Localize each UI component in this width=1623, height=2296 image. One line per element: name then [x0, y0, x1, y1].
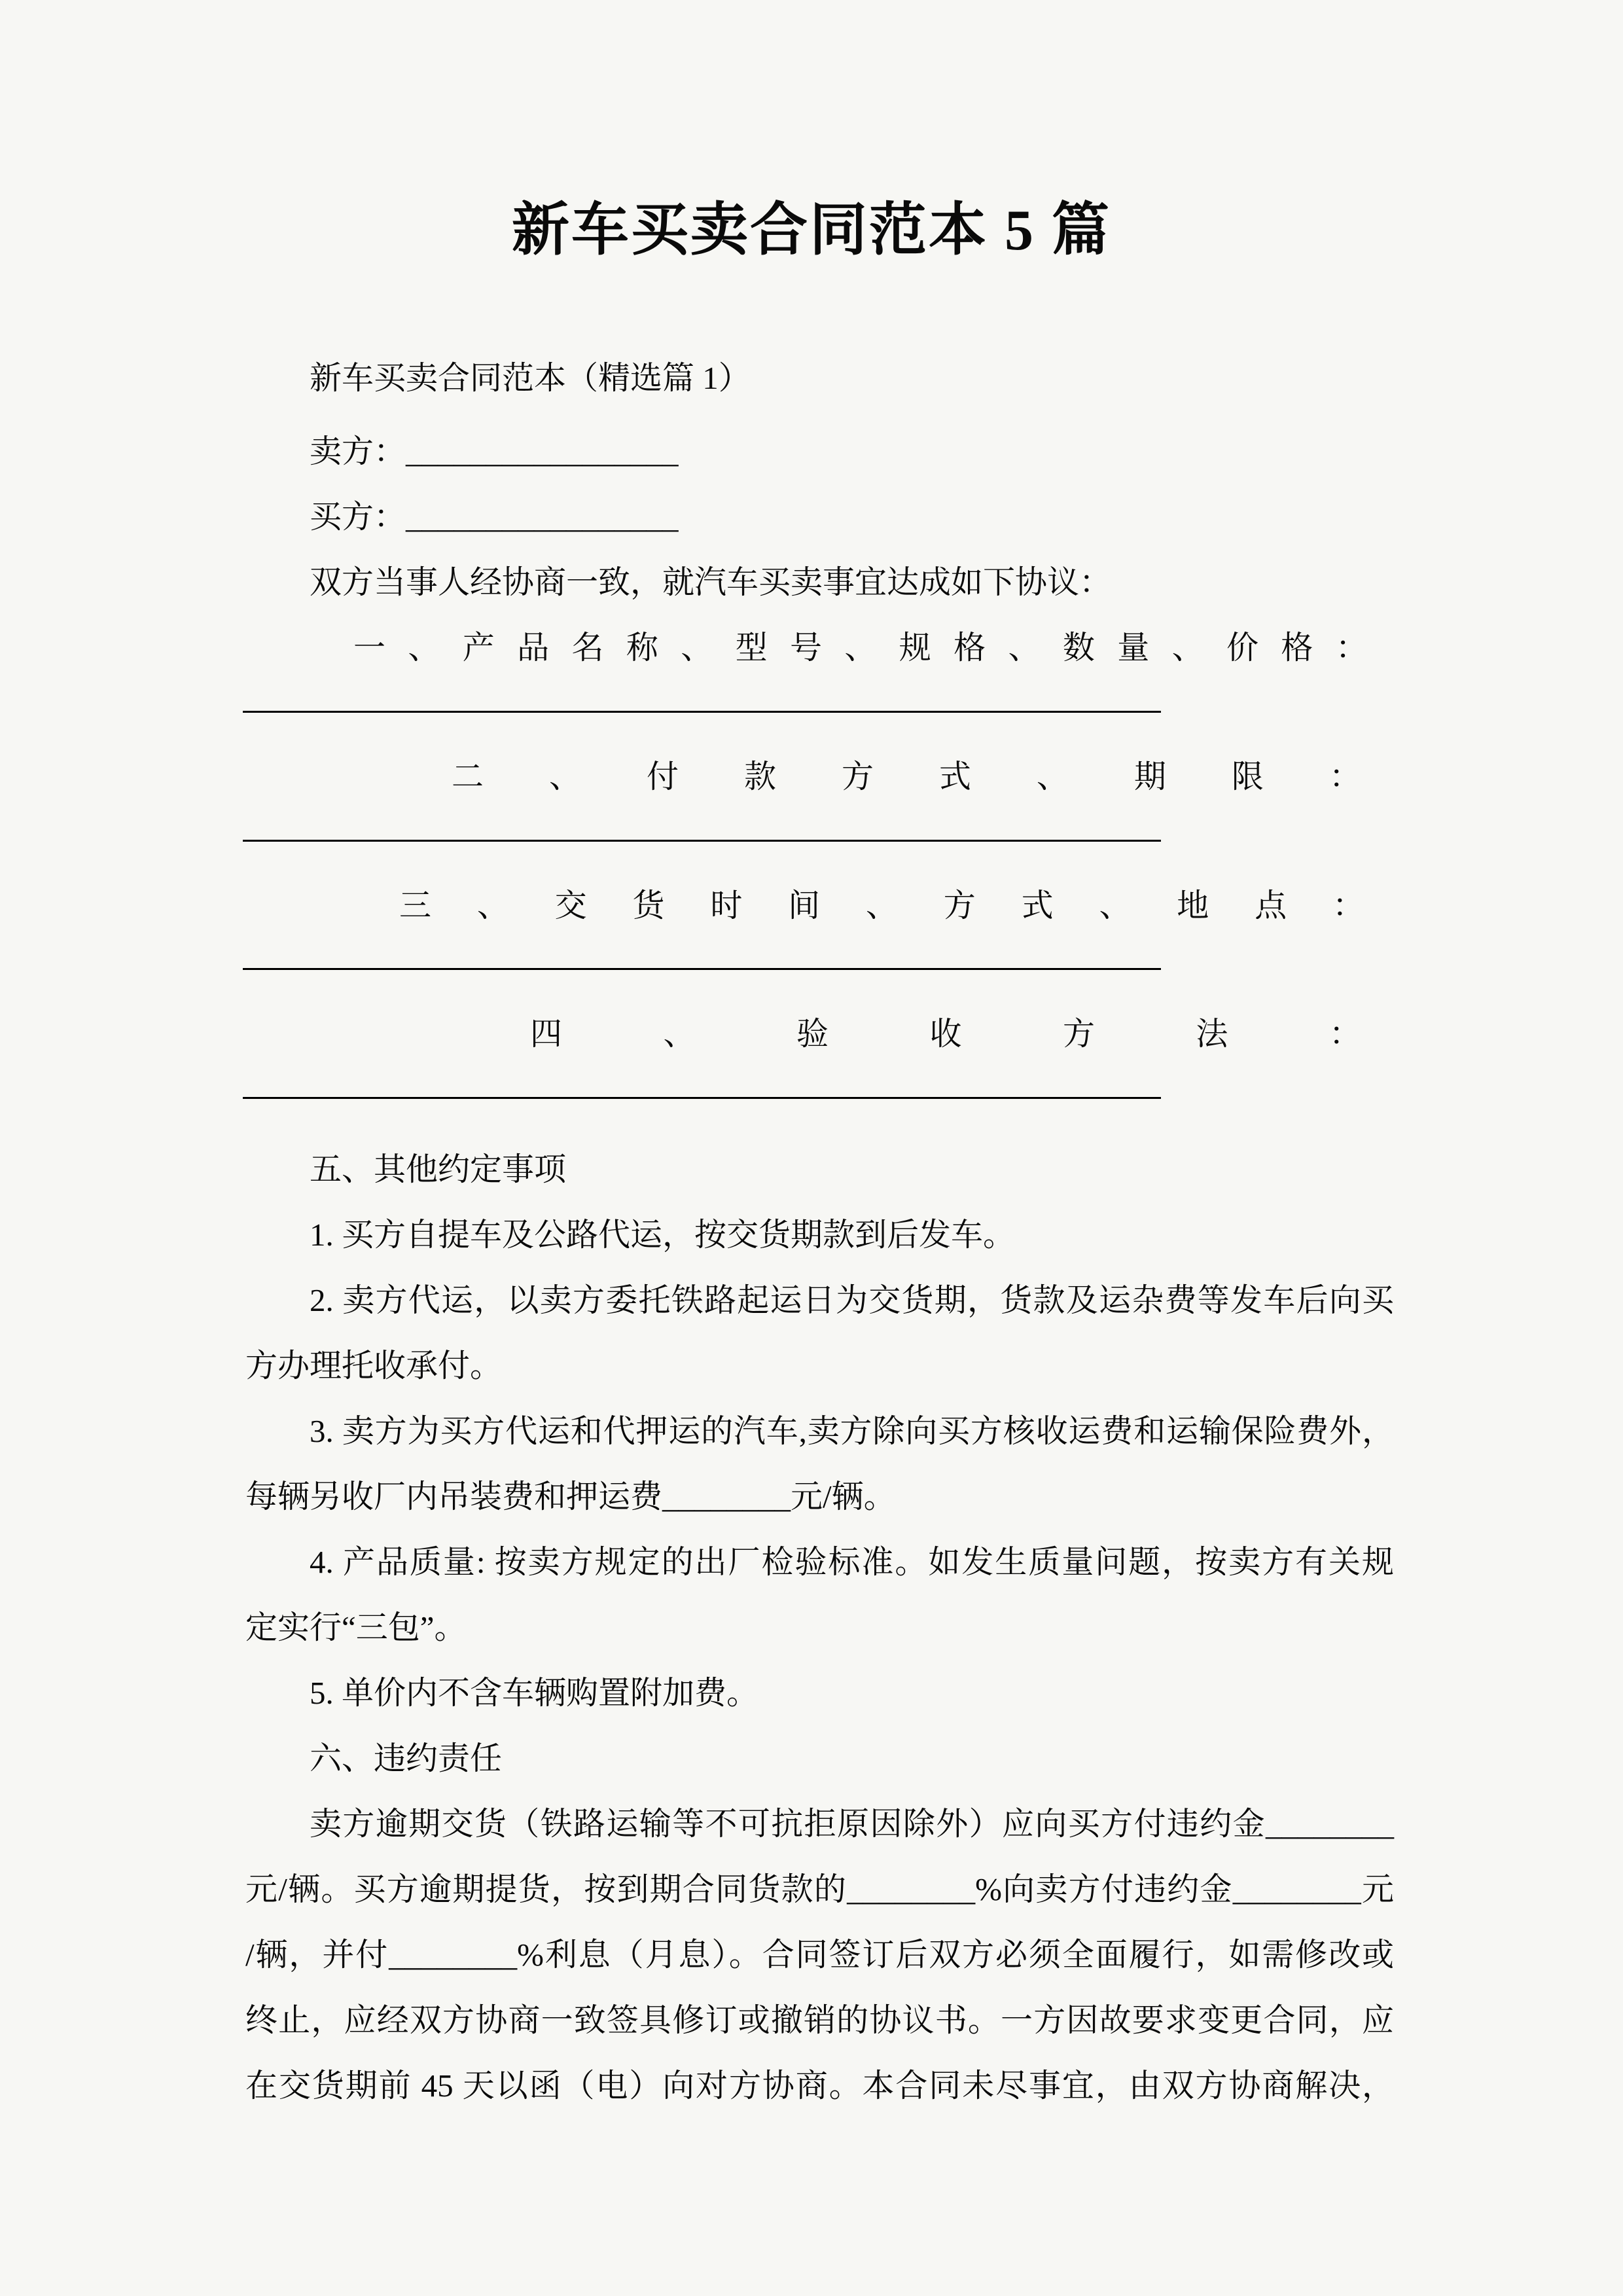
clause-6-line-5: 在交货期前 45 天以函（电）向对方协商。本合同未尽事宜，由双方协商解决， [245, 2068, 1394, 2104]
section-1-fill-line [243, 711, 1161, 713]
section-4-heading: 四 、 验 收 方 法 ： [530, 1016, 1361, 1052]
clause-6-line-2: 元/辆。买方逾期提货，按到期合同货款的________%向卖方付违约金________元 [245, 1871, 1394, 1907]
clause-5-3-line-2: 每辆另收厂内吊装费和押运费________元/辆。 [245, 1479, 896, 1515]
section-2-fill-line [243, 840, 1161, 842]
section-3-heading: 三 、 交 货 时 间 、 方 式 、 地 点 ： [399, 888, 1364, 924]
clause-6-line-4: 终止，应经双方协商一致签具修订或撤销的协议书。一方因故要求变更合同，应 [245, 2002, 1394, 2038]
section-3-fill-line [243, 968, 1161, 970]
clause-5-5: 5. 单价内不含车辆购置附加费。 [310, 1675, 759, 1711]
intro-line: 双方当事人经协商一致，就汽车买卖事宜达成如下协议： [310, 564, 1112, 600]
seller-blank-line: 卖方：_________________ [310, 433, 679, 469]
clause-5-4-line-1: 4. 产品质量: 按卖方规定的出厂检验标准。如发生质量问题，按卖方有关规 [310, 1544, 1394, 1580]
clause-5-2-line-1: 2. 卖方代运，以卖方委托铁路起运日为交货期，货款及运杂费等发车后向买 [310, 1282, 1394, 1318]
buyer-blank-line: 买方：_________________ [310, 499, 679, 535]
document-title: 新车买卖合同范本 5 篇 [511, 199, 1111, 262]
clause-6-line-3: /辆，并付________%利息（月息）。合同签订后双方必须全面履行，如需修改或 [245, 1937, 1394, 1973]
section-2-heading: 二 、 付 款 方 式 、 期 限 ： [452, 759, 1361, 795]
section-5-heading: 五、其他约定事项 [310, 1151, 567, 1187]
clause-5-1: 1. 买方自提车及公路代运，按交货期款到后发车。 [310, 1217, 1016, 1253]
section-4-fill-line [243, 1097, 1161, 1099]
clause-5-2-line-2: 方办理托收承付。 [245, 1348, 503, 1384]
subtitle: 新车买卖合同范本（精选篇 1） [310, 360, 751, 396]
clause-5-4-line-2: 定实行“三包”。 [245, 1609, 467, 1645]
section-6-heading: 六、违约责任 [310, 1740, 503, 1776]
clause-5-3-line-1: 3. 卖方为买方代运和代押运的汽车,卖方除向买方核收运费和运输保险费外， [310, 1413, 1394, 1449]
section-1-heading: 一 、 产 品 名 称 、 型 号 、 规 格 、 数 量 、 价 格 ： [353, 630, 1368, 666]
clause-6-line-1: 卖方逾期交货（铁路运输等不可抗拒原因除外）应向买方付违约金________ [310, 1806, 1394, 1842]
